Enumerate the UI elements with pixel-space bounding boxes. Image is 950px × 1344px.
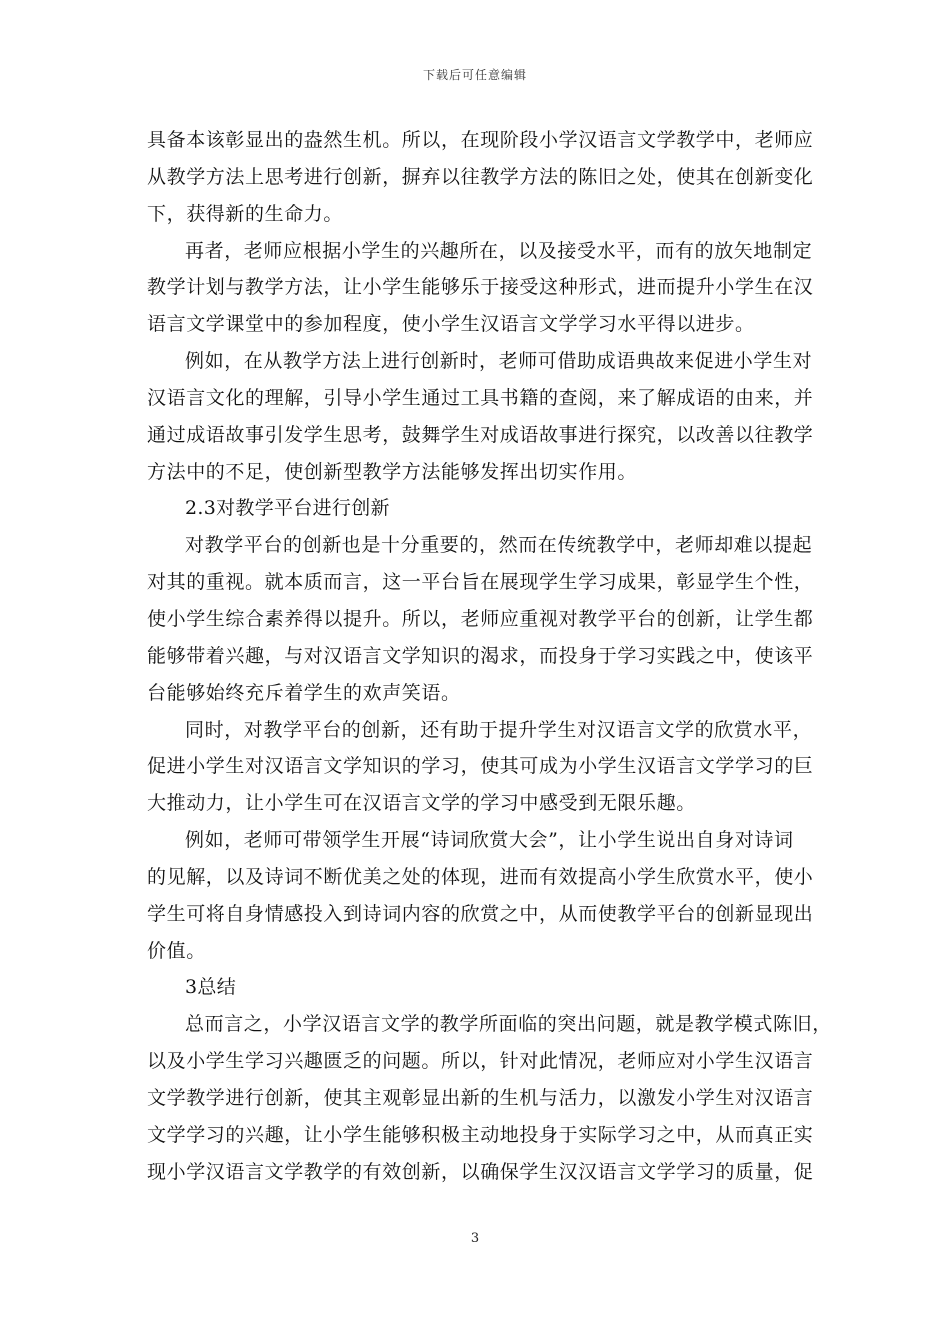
page-number: 3 [470,1231,480,1246]
body-line: 下，获得新的生命力。 [147,202,344,225]
paragraph-start-line: 例如，在从教学方法上进行创新时，老师可借助成语典故来促进小学生对 [185,350,813,373]
body-line: 以及小学生学习兴趣匮乏的问题。所以，针对此情况，老师应对小学生汉语言 [147,1050,814,1073]
paragraph-start-line: 再者，老师应根据小学生的兴趣所在，以及接受水平，而有的放矢地制定 [185,239,813,262]
page-header-caption: 下载后可任意编辑 [422,68,527,82]
body-line: 文学教学进行创新，使其主观彰显出新的生机与活力，以激发小学生对汉语言 [147,1086,814,1109]
body-line: 通过成语故事引发学生思考，鼓舞学生对成语故事进行探究，以改善以往教学 [147,423,814,446]
section-heading: 3总结 [185,976,236,999]
body-line: 台能够始终充斥着学生的欢声笑语。 [147,681,461,704]
body-line: 对其的重视。就本质而言，这一平台旨在展现学生学习成果，彰显学生个性， [147,571,814,594]
body-line: 文学学习的兴趣，让小学生能够积极主动地投身于实际学习之中，从而真正实 [147,1123,814,1146]
body-line: 语言文学课堂中的参加程度，使小学生汉语言文学学习水平得以进步。 [147,313,755,336]
paragraph-start-line: 对教学平台的创新也是十分重要的，然而在传统教学中，老师却难以提起 [185,534,813,557]
body-line: 促进小学生对汉语言文学知识的学习，使其可成为小学生汉语言文学学习的巨 [147,755,814,778]
body-line: 大推动力，让小学生可在汉语言文学的学习中感受到无限乐趣。 [147,792,696,815]
body-line: 汉语言文化的理解，引导小学生通过工具书籍的查阅，来了解成语的由来，并 [147,386,814,409]
body-line: 教学计划与教学方法，让小学生能够乐于接受这种形式，进而提升小学生在汉 [147,276,814,299]
body-line: 价值。 [147,939,206,962]
body-line: 方法中的不足，使创新型教学方法能够发挥出切实作用。 [147,460,638,483]
body-line: 从教学方法上思考进行创新，摒弃以往教学方法的陈旧之处，使其在创新变化 [147,165,814,188]
paragraph-start-line: 例如，老师可带领学生开展“诗词欣赏大会”，让小学生说出自身对诗词 [185,829,794,852]
section-heading: 2.3对教学平台进行创新 [185,497,390,520]
document-body [147,122,832,1190]
body-line: 的见解，以及诗词不断优美之处的体现，进而有效提高小学生欣赏水平，使小 [147,865,814,888]
body-line: 能够带着兴趣，与对汉语言文学知识的渴求，而投身于学习实践之中，使该平 [147,644,814,667]
body-line: 具备本该彰显出的盎然生机。所以，在现阶段小学汉语言文学教学中，老师应 [147,129,814,151]
body-line: 现小学汉语言文学教学的有效创新，以确保学生汉汉语言文学学习的质量，促 [147,1160,814,1183]
body-line: 学生可将自身情感投入到诗词内容的欣赏之中，从而使教学平台的创新显现出 [147,902,814,925]
paragraph-start-line: 同时，对教学平台的创新，还有助于提升学生对汉语言文学的欣赏水平， [185,718,813,741]
paragraph-start-line: 总而言之，小学汉语言文学的教学所面临的突出问题，就是教学模式陈旧， [185,1013,832,1036]
body-line: 使小学生综合素养得以提升。所以，老师应重视对教学平台的创新，让学生都 [147,607,814,630]
